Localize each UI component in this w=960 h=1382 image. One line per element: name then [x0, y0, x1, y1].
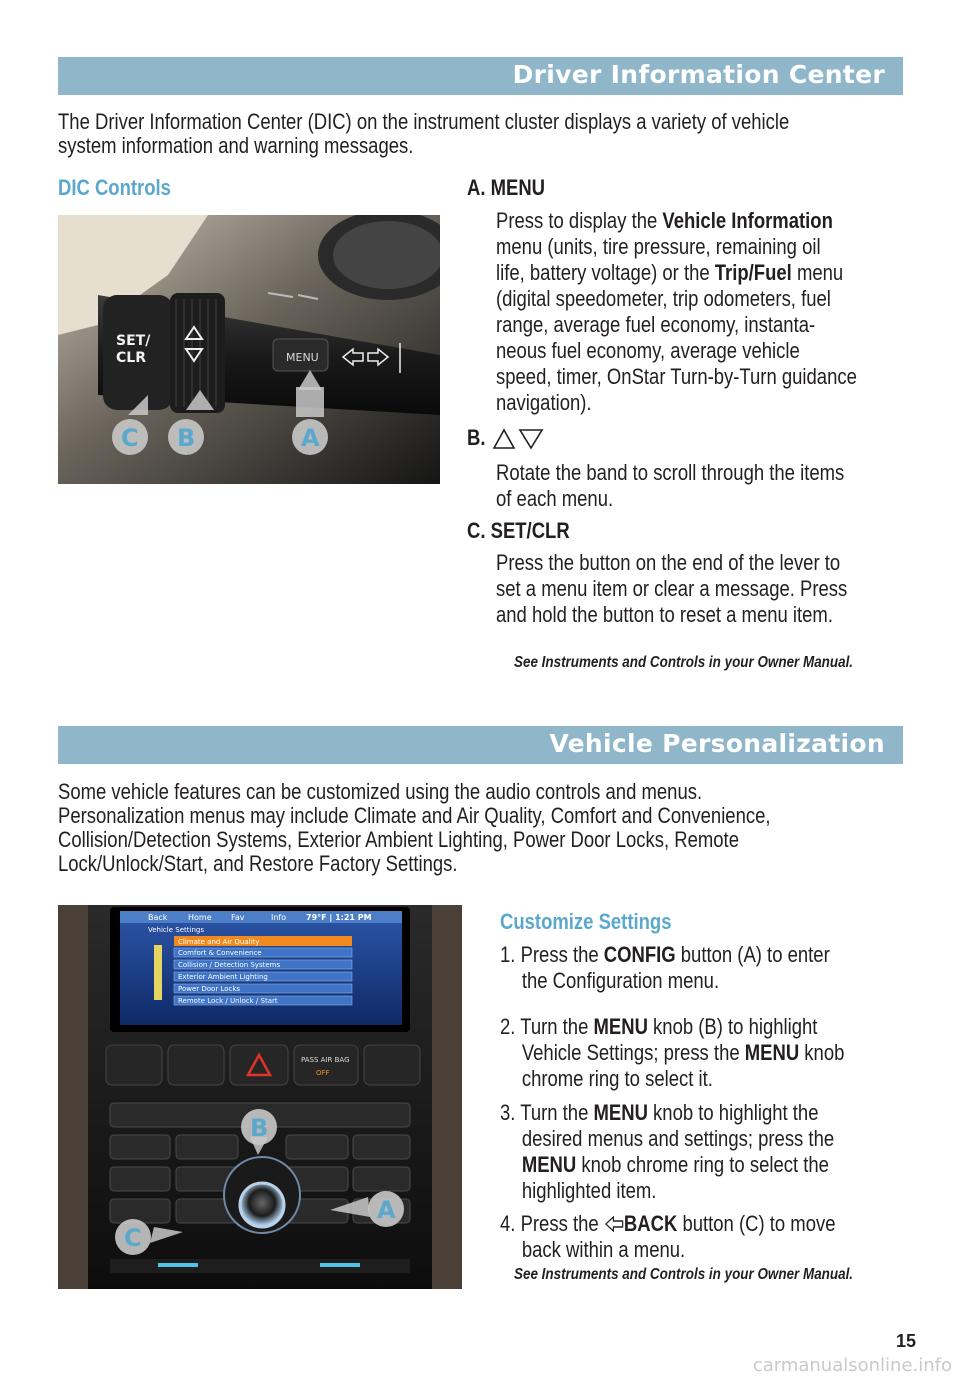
- dic-controls-photo: [58, 215, 440, 484]
- step-2: 2. Turn the MENU knob (B) to highlight Vehicle Settings; press the MENU knob chrome ring to select it.: [500, 1014, 845, 1091]
- screen-menu-item: Climate and Air Quality: [178, 938, 260, 946]
- dic-intro: [58, 110, 929, 158]
- vp-intro: Some vehicle features can be customized using the audio controls and menus. Personalization menus may include Climate and Air Quality, Comfort and Convenience, Collision/Detection Systems, Exterior Ambient Lighting, Power Door Locks, Remote Lock/Unlock/Start, and Restore Factory Settings.: [58, 779, 771, 876]
- screen-tab-home: Home: [188, 913, 212, 922]
- scroll-arrows-icon: [492, 428, 544, 452]
- screen-menu-item: Power Door Locks: [178, 985, 241, 993]
- dic-controls-heading: DIC Controls: [58, 175, 171, 200]
- dic-intro-line-2: system information and warning messages.: [58, 133, 414, 158]
- item-a-body: Press to display the Vehicle Information menu (units, tire pressure, remaining oil life, battery voltage) or the Trip/Fuel menu (digital speedometer, trip odometers, fuel range, average fuel economy, instanta- neous fuel economy, average vehicle speed, timer, OnStar Turn-by-Turn guidance navigation).: [496, 208, 857, 415]
- step-4: 4. Press the BACK button (C) to move back within a menu.: [500, 1211, 836, 1262]
- vp-section-title: Vehicle Personalization: [549, 729, 885, 758]
- screen-menu-item: Collision / Detection Systems: [178, 961, 281, 969]
- menu-knob: [240, 1183, 284, 1227]
- step-3: 3. Turn the MENU knob to highlight the desired menus and settings; press the MENU knob chrome ring to select the highlighted item.: [500, 1100, 835, 1203]
- item-a-heading: A. MENU: [467, 175, 546, 200]
- watermark: carmanualsonline.info: [752, 1355, 952, 1376]
- item-c-body: Press the button on the end of the lever to set a menu item or clear a message. Press and hold the button to reset a menu item.: [496, 550, 848, 627]
- vp-owner-manual-reference: See Instruments and Controls in your Owner Manual.: [514, 1266, 854, 1283]
- dic-owner-manual-reference: See Instruments and Controls in your Owner Manual.: [514, 654, 854, 671]
- item-b-heading: B.: [467, 425, 486, 450]
- screen-tab-info: Info: [271, 913, 287, 922]
- callout-a: A: [301, 424, 320, 452]
- vp-section-banner: [58, 726, 903, 764]
- air-bag-off-label: OFF: [316, 1069, 330, 1077]
- item-c-heading: C. SET/CLR: [467, 518, 570, 543]
- set-label: SET/: [116, 333, 151, 349]
- screen-menu-title: Vehicle Settings: [148, 926, 204, 934]
- back-arrow-icon: [604, 1216, 624, 1232]
- screen-tab-fav: Fav: [231, 913, 245, 922]
- dic-section-banner: [58, 57, 903, 95]
- screen-menu-item: Exterior Ambient Lighting: [178, 973, 268, 981]
- screen-status: 79°F | 1:21 PM: [306, 913, 372, 922]
- console-photo: [58, 905, 462, 1289]
- pass-air-bag-label: PASS AIR BAG: [301, 1056, 350, 1064]
- callout-b: B: [177, 424, 196, 452]
- screen-menu-item: Remote Lock / Unlock / Start: [178, 997, 278, 1005]
- dic-section-title: Driver Information Center: [512, 60, 885, 89]
- callout-b: B: [250, 1114, 269, 1142]
- screen-menu-item: Comfort & Convenience: [178, 949, 262, 957]
- callout-a: A: [377, 1196, 396, 1224]
- callout-c: C: [121, 424, 139, 452]
- menu-button-label: MENU: [286, 351, 319, 364]
- clr-label: CLR: [116, 350, 146, 366]
- dic-intro-line-1: The Driver Information Center (DIC) on the instrument cluster displays a variety of vehicle: [58, 109, 790, 134]
- callout-c: C: [124, 1224, 142, 1252]
- customize-steps-list: [500, 942, 910, 1267]
- item-b-body: Rotate the band to scroll through the items of each menu.: [496, 460, 845, 511]
- step-1: 1. Press the CONFIG button (A) to enter the Configuration menu.: [500, 942, 830, 993]
- screen-tab-back: Back: [148, 913, 168, 922]
- page-number: 15: [895, 1331, 916, 1351]
- customize-settings-heading: Customize Settings: [500, 909, 672, 934]
